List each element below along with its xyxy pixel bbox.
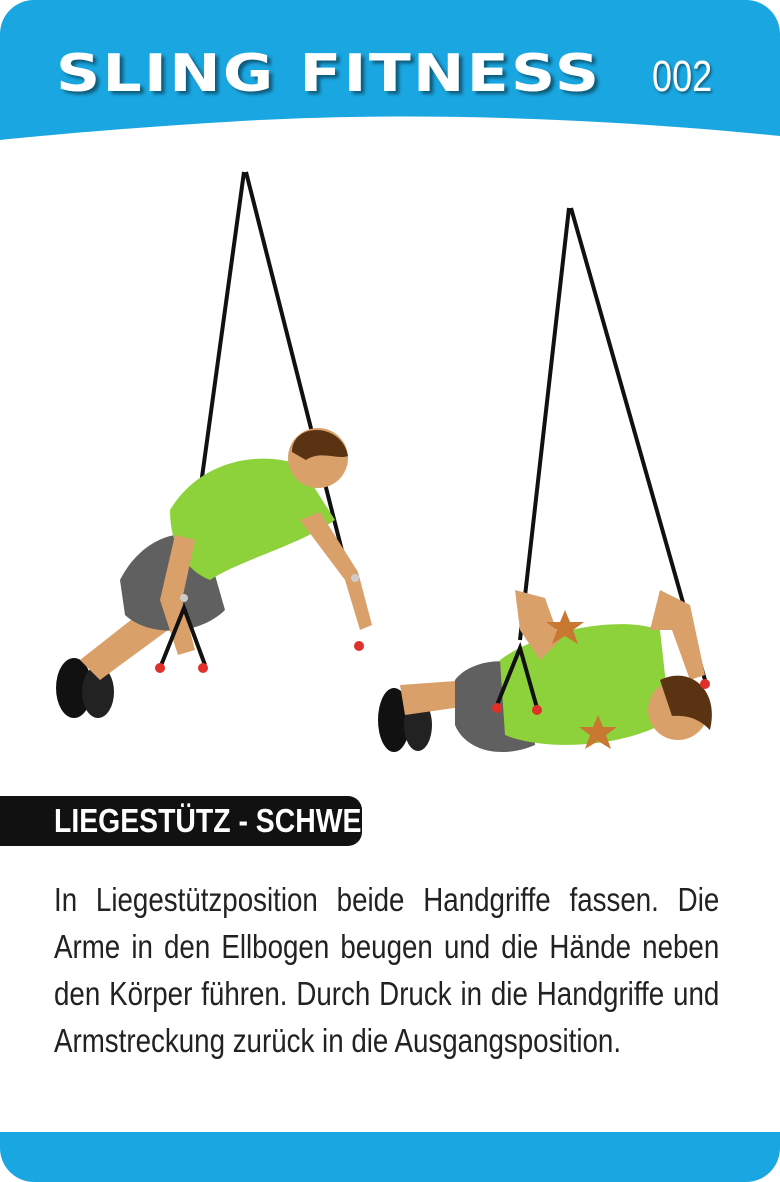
- exercise-illustration: [0, 160, 780, 790]
- exercise-description: In Liegestützposition beide Handgriffe fassen. Die Arme in den Ellbogen beugen und die Hände neben den Körper führen. Durch Druck in die Handgriffe und Armstreckung zurück in die Ausgangsposition.: [54, 881, 720, 1059]
- handle-icon: [155, 663, 165, 673]
- figure-start-position: [56, 172, 372, 718]
- figure-lowered-position: [378, 208, 712, 752]
- exercise-title: LIEGESTÜTZ - SCHWER: [54, 802, 382, 839]
- card-title: SLING FITNESS: [56, 44, 602, 104]
- card-number: 002: [652, 52, 713, 101]
- footer-bar: [0, 1132, 780, 1182]
